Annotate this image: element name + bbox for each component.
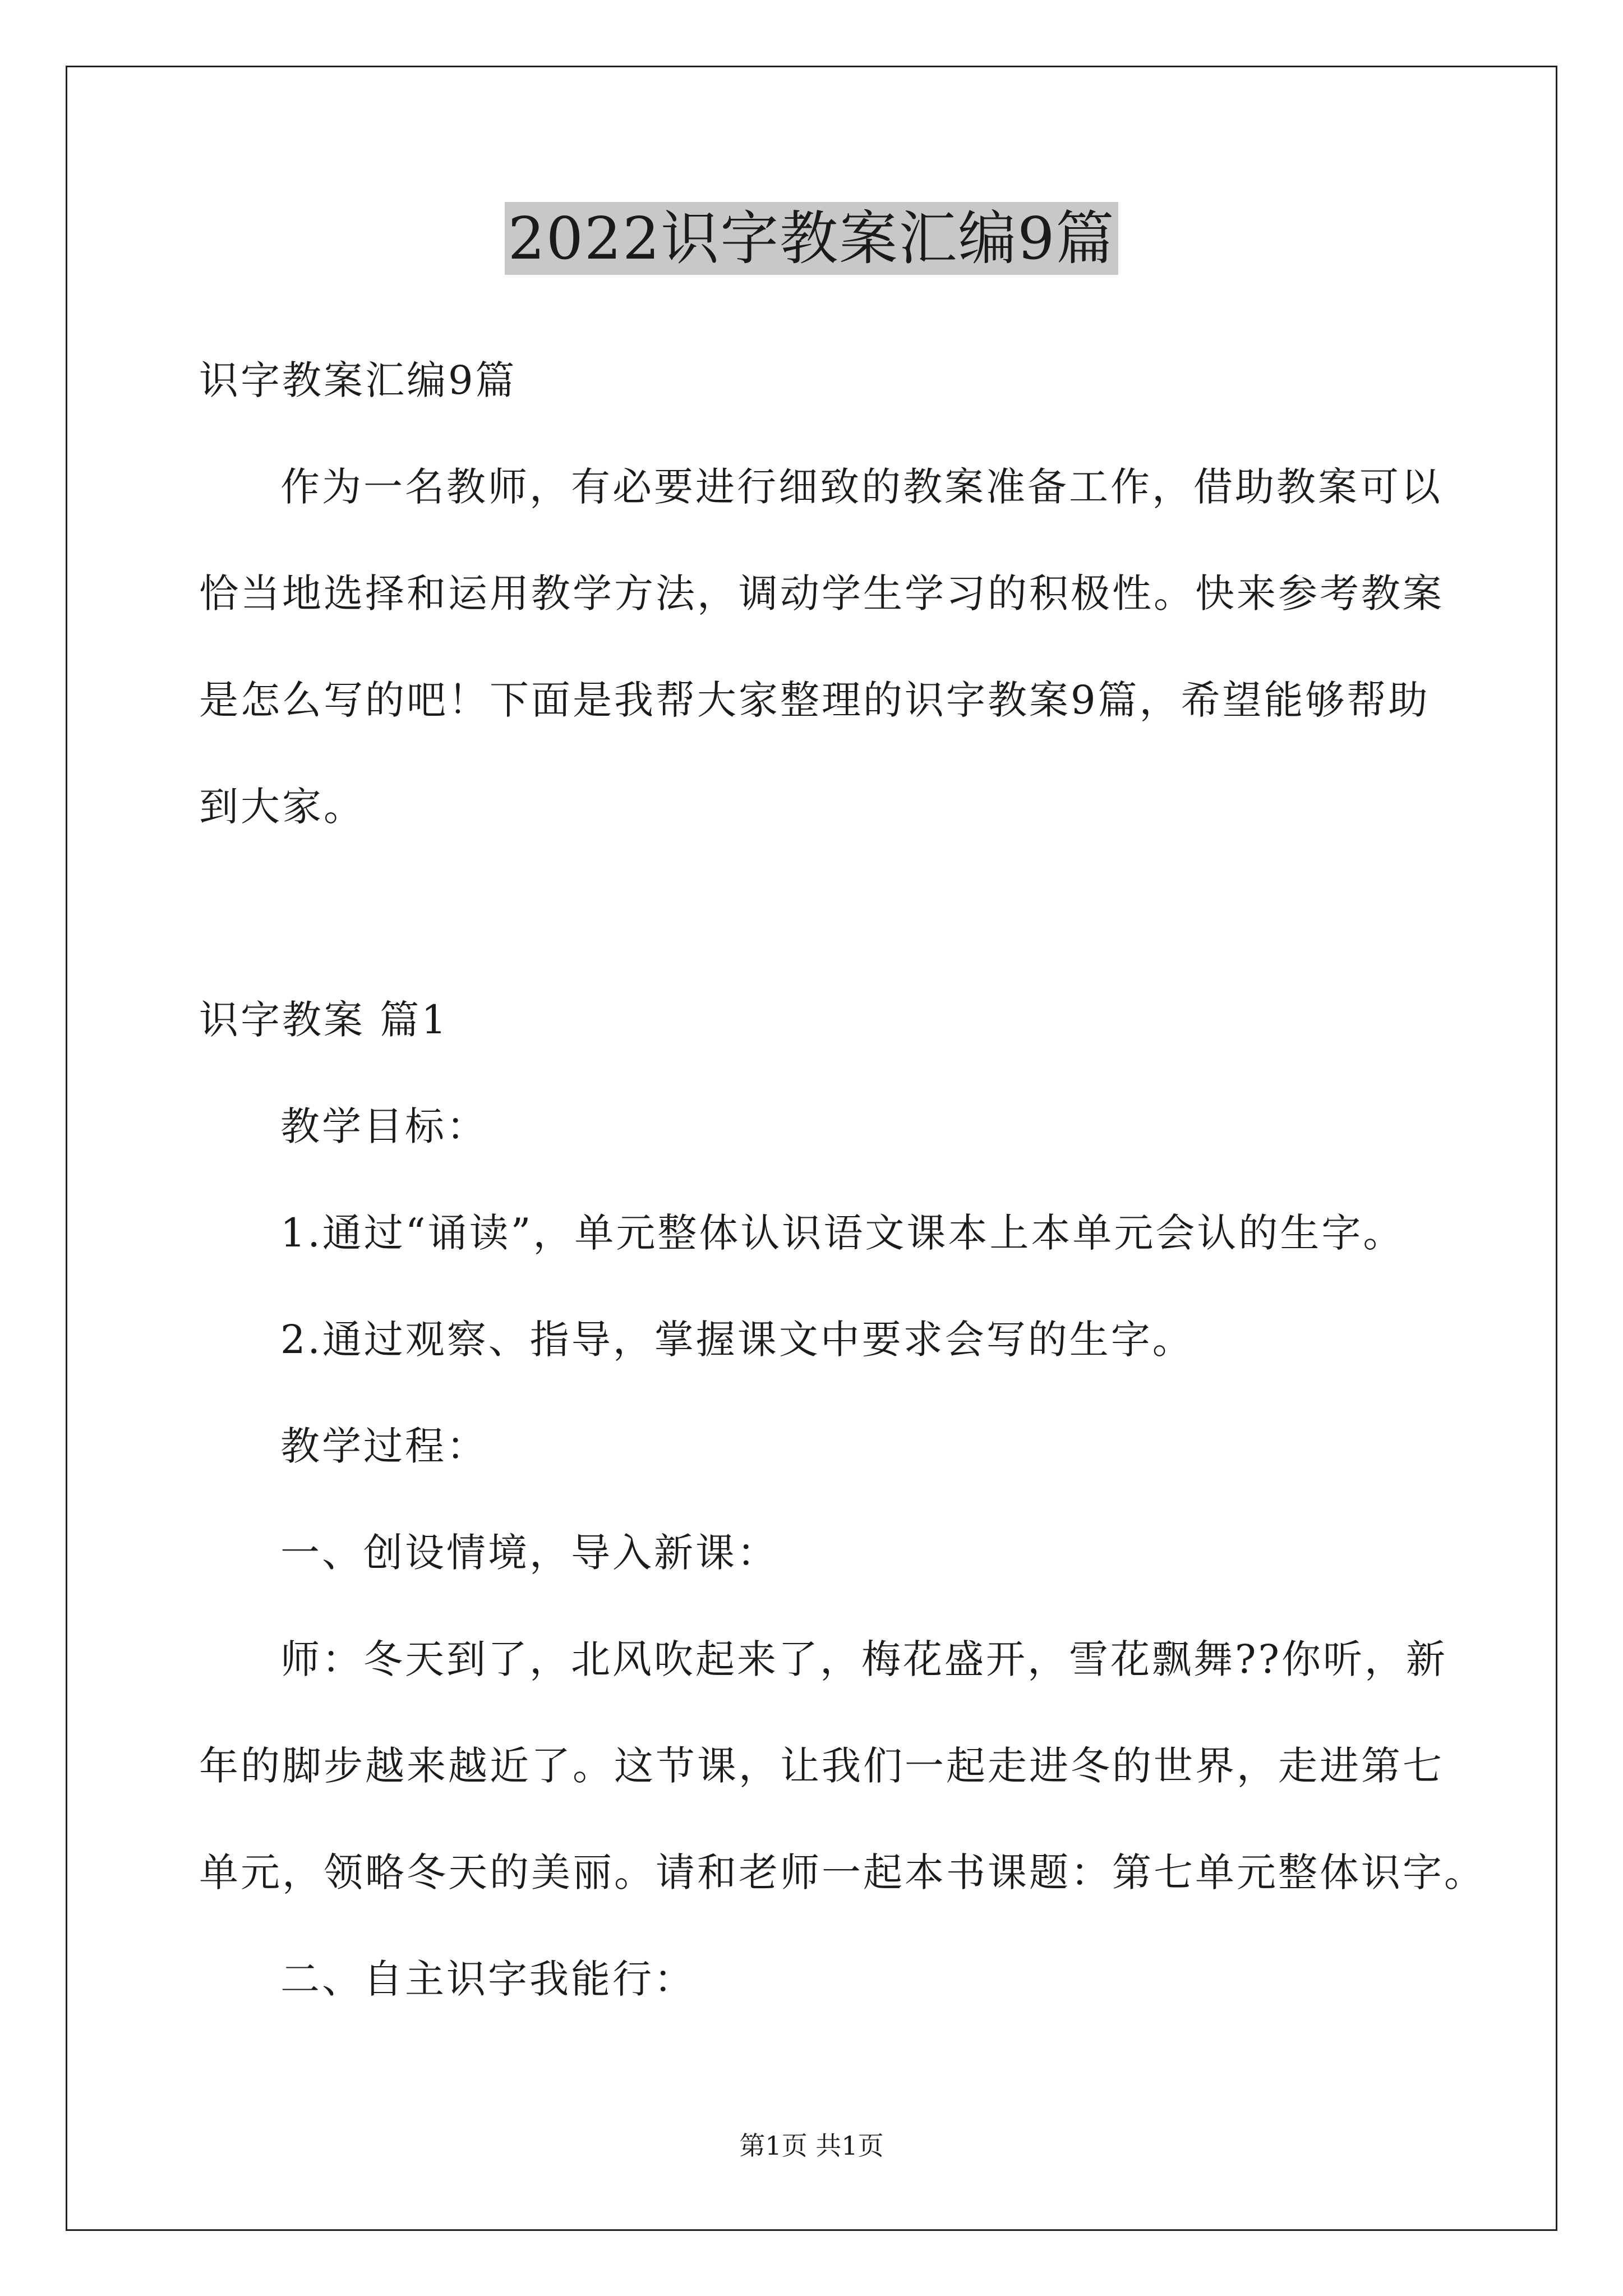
intro-line-4: 到大家。 [199, 784, 365, 830]
section-heading: 识字教案 篇1 [199, 997, 449, 1043]
document-title-text: 2022识字教案汇编9篇 [505, 202, 1119, 275]
process-label: 教学过程： [280, 1423, 488, 1469]
step-2-heading: 二、自主识字我能行： [280, 1956, 695, 2002]
teacher-line-2: 年的脚步越来越近了。这节课，让我们一起走进冬的世界，走进第七 [199, 1743, 1444, 1789]
page-footer: 第1页 共1页 [739, 2131, 884, 2161]
intro-line-1: 作为一名教师，有必要进行细致的教案准备工作，借助教案可以 [280, 464, 1442, 510]
document-title [0, 196, 1623, 280]
intro-line-3: 是怎么写的吧！下面是我帮大家整理的识字教案9篇，希望能够帮助 [199, 677, 1430, 723]
step-1-heading: 一、创设情境，导入新课： [280, 1530, 778, 1576]
goal-item-2: 2.通过观察、指导，掌握课文中要求会写的生字。 [280, 1317, 1194, 1363]
goals-label: 教学目标： [280, 1103, 488, 1149]
teacher-line-3: 单元，领略冬天的美丽。请和老师一起本书课题：第七单元整体识字。 [199, 1849, 1486, 1895]
document-subtitle: 识字教案汇编9篇 [199, 357, 517, 403]
teacher-line-1: 师：冬天到了，北风吹起来了，梅花盛开，雪花飘舞??你听，新 [280, 1636, 1448, 1682]
goal-item-1: 1.通过“诵读”，单元整体认识语文课本上本单元会认的生字。 [280, 1210, 1405, 1256]
intro-line-2: 恰当地选择和运用教学方法，调动学生学习的积极性。快来参考教案 [199, 570, 1444, 616]
